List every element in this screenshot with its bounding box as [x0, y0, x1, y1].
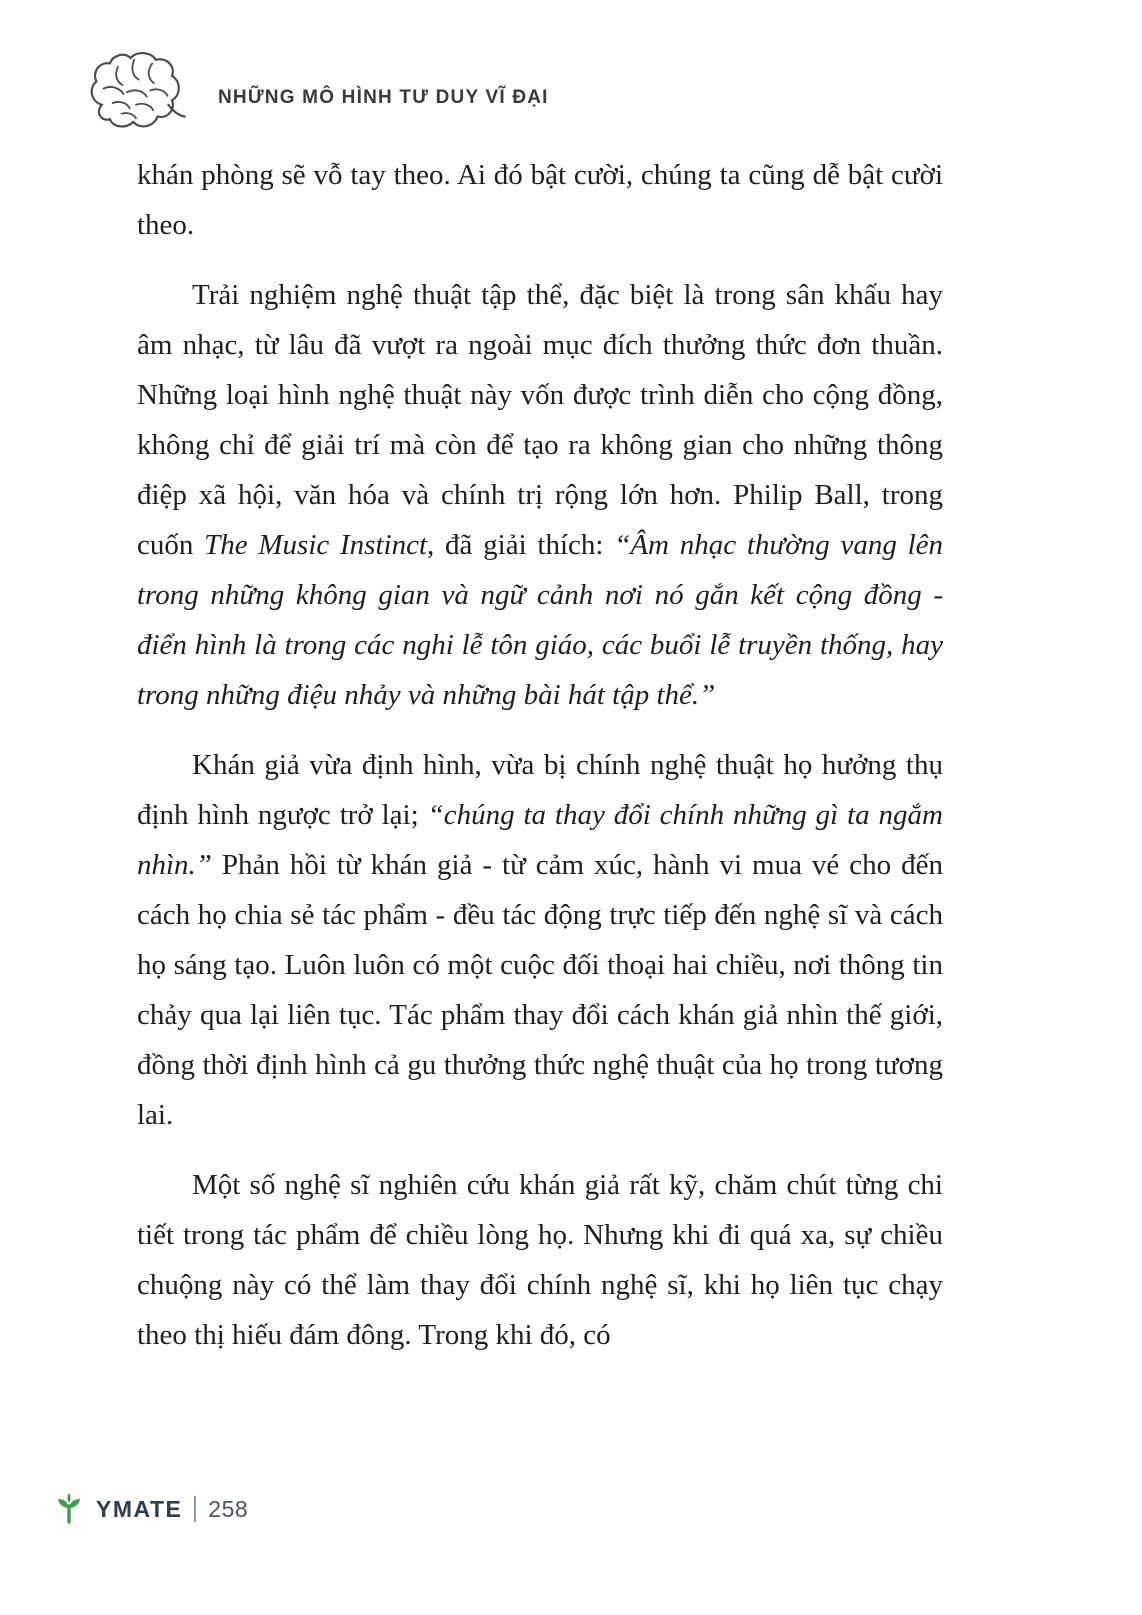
body-text [137, 150, 943, 1380]
text-run: “chúng ta thay đổi chính những gì ta ngắm nhìn.” [137, 799, 943, 881]
paragraph [137, 740, 943, 1140]
text-run: Phản hồi từ khán giả - từ cảm xúc, hành vi mua vé cho đến cách họ chia sẻ tác phẩm - đều tác động trực tiếp đến nghệ sĩ và cách họ sáng tạo. Luôn luôn có một cuộc đối thoại hai chiều, nơi thông tin chảy qua lại liên tục. Tác phẩm thay đổi cách khán giả nhìn thế giới, đồng thời định hình cả gu thưởng thức nghệ thuật của họ trong tương lai. [137, 849, 943, 1131]
ymate-logo-icon [52, 1492, 86, 1526]
brain-icon [82, 48, 190, 140]
header [82, 48, 549, 140]
footer-divider [194, 1496, 196, 1522]
page-number: 258 [208, 1495, 249, 1522]
paragraph [137, 1160, 943, 1360]
footer [52, 1492, 248, 1526]
text-run: The Music Instinct [204, 529, 428, 561]
paragraph [137, 270, 943, 720]
text-run: Trải nghiệm nghệ thuật tập thể, đặc biệt là trong sân khấu hay âm nhạc, từ lâu đã vượt ra ngoài mục đích thưởng thức đơn thuần. Những loại hình nghệ thuật này vốn được trình diễn cho cộng đồng, không chỉ để giải trí mà còn để tạo ra không gian cho những thông điệp xã hội, văn hóa và chính trị rộng lớn hơn. Philip Ball, trong cuốn [137, 279, 943, 561]
paragraph [137, 150, 943, 250]
text-run: Một số nghệ sĩ nghiên cứu khán giả rất kỹ, chăm chút từng chi tiết trong tác phẩm để chiều lòng họ. Nhưng khi đi quá xa, sự chiều chuộng này có thể làm thay đổi chính nghệ sĩ, khi họ liên tục chạy theo thị hiếu đám đông. Trong khi đó, có [137, 1169, 943, 1351]
text-run: khán phòng sẽ vỗ tay theo. Ai đó bật cười, chúng ta cũng dễ bật cười theo. [137, 159, 943, 241]
brand-name: YMATE [96, 1495, 183, 1522]
text-run: , đã giải thích: [427, 529, 615, 561]
text-run: “Âm nhạc thường vang lên trong những không gian và ngữ cảnh nơi nó gắn kết cộng đồng - điển hình là trong các nghi lễ tôn giáo, các buổi lễ truyền thống, hay trong những điệu nhảy và những bài hát tập thể.” [137, 529, 944, 711]
text-run: Khán giả vừa định hình, vừa bị chính nghệ thuật họ hưởng thụ định hình ngược trở lại; [137, 749, 943, 831]
header-title: NHỮNG MÔ HÌNH TƯ DUY VĨ ĐẠI [218, 87, 549, 108]
